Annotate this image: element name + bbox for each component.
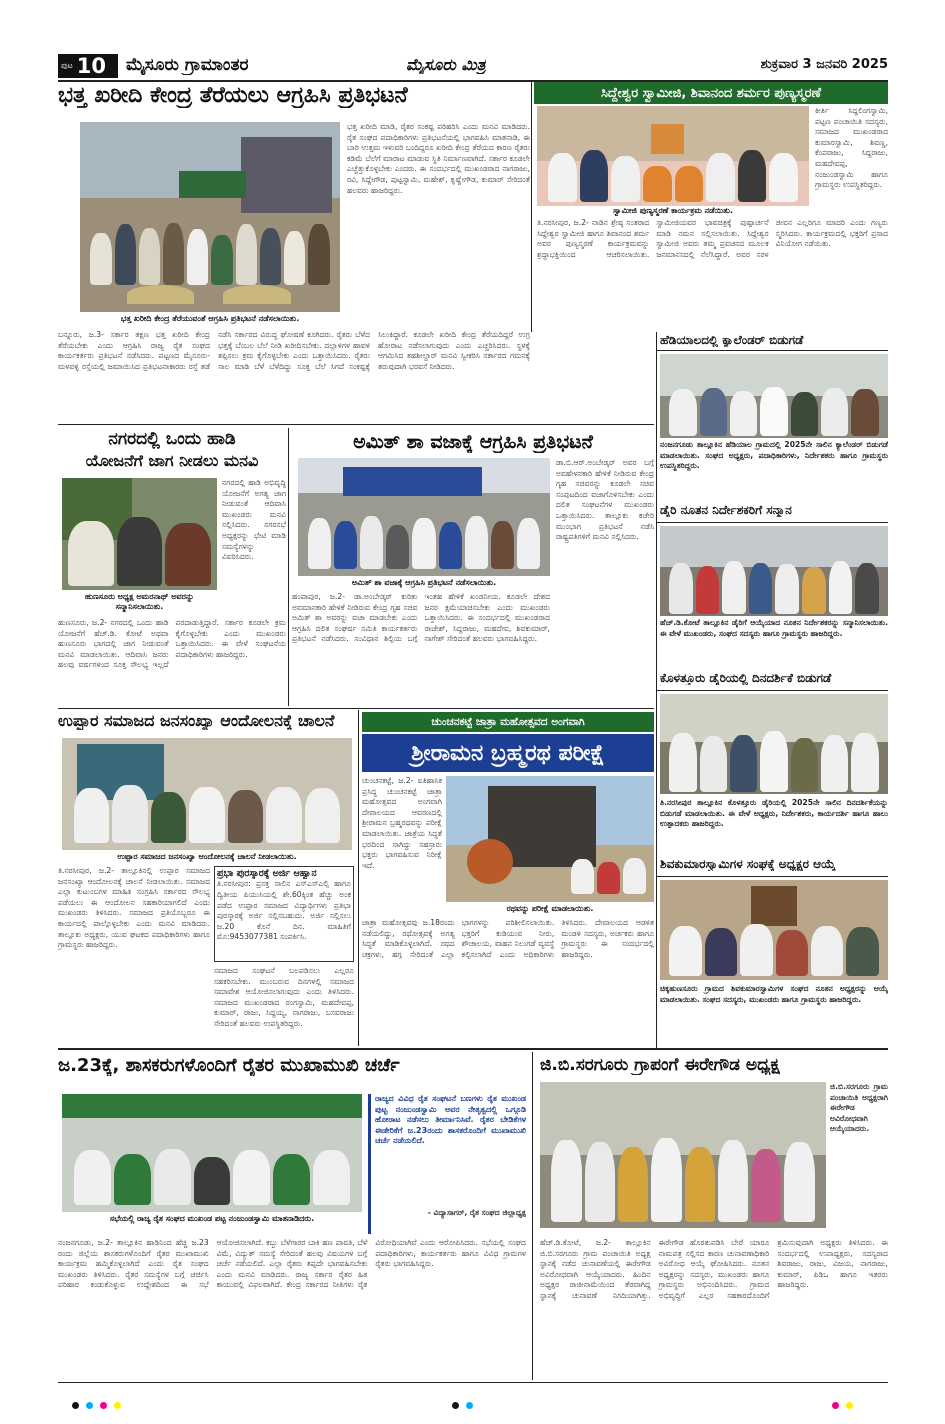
photo-dairy — [660, 526, 888, 616]
headline-dairy: ಡೈರಿ ನೂತನ ನಿರ್ದೇಶಕರಿಗೆ ಸನ್ಮಾನ — [660, 504, 792, 517]
photo-kolathur — [660, 694, 888, 794]
headline-scheme-line2: ಯೋಜನೆಗೆ ಜಾಗ ನೀಡಲು ಮನವಿ — [85, 452, 259, 470]
headline-ratha: ಶ್ರೀರಾಮನ ಬ್ರಹ್ಮರಥ ಪರೀಕ್ಷೆ — [411, 740, 605, 766]
headline-farmers: ಜ.23ಕ್ಕೆ, ಶಾಸಕರುಗಳೊಂದಿಗೆ ರೈತರ ಮುಖಾಮುಖಿ ಚರ್ಚೆ — [58, 1056, 400, 1076]
headline-award: ಪ್ರಭಾ ಪುರಸ್ಕಾರಕ್ಕೆ ಅರ್ಜಿ ಆಹ್ವಾನ — [217, 869, 317, 879]
body-panchayat: ಹೆಚ್.ಡಿ.ಕೋಟೆ, ಜ.2- ತಾಲ್ಲೂಕಿನ ಜಿ.ಬಿ.ಸರಗೂರು ಗ್ರಾಮ ಪಂಚಾಯಿತಿ ಅಧ್ಯಕ್ಷ ಸ್ಥಾನಕ್ಕೆ ನಡೆದ ಚುನಾವಣೆಯಲ್ಲಿ ಈರೇಗೌಡ ಅವಿರೋಧವಾಗಿ ಆಯ್ಕೆಯಾದರು. ಹಿಂದಿನ ಅಧ್ಯಕ್ಷರ ರಾಜೀನಾಮೆಯಿಂದ ತೆರವಾಗಿದ್ದ ಸ್ಥಾನಕ್ಕೆ ಚುನಾವಣೆ ನಿಗದಿಯಾಗಿತ್ತು. ಈರೇಗೌಡ ಹೊರತುಪಡಿಸಿ ಬೇರೆ ಯಾರೂ ನಾಮಪತ್ರ ಸಲ್ಲಿಸದ ಕಾರಣ ಚುನಾವಣಾಧಿಕಾರಿ ಅವಿರೋಧ ಆಯ್ಕೆ ಘೋಷಿಸಿದರು. ನೂತನ ಅಧ್ಯಕ್ಷರನ್ನು ಸದಸ್ಯರು, ಮುಖಂಡರು ಹಾಗೂ ಗ್ರಾಮಸ್ಥರು ಅಭಿನಂದಿಸಿದರು. ಗ್ರಾಮದ ಅಭಿವೃದ್ಧಿಗೆ ಎಲ್ಲರ ಸಹಕಾರದೊಂದಿಗೆ ಶ್ರಮಿಸುವುದಾಗಿ ಅಧ್ಯಕ್ಷರು ತಿಳಿಸಿದರು. ಈ ಸಂದರ್ಭದಲ್ಲಿ ಉಪಾಧ್ಯಕ್ಷರು, ಸದಸ್ಯರಾದ ಶಿವರಾಜು, ರಾಜು, ವಿಜಯ, ನಾಗರಾಜು, ಕುಮಾರ್, ಪಿಡಿಒ ಹಾಗೂ ಇತರರು ಹಾಜರಿದ್ದರು. — [540, 1238, 888, 1300]
page-header — [58, 52, 888, 80]
quote-box-farmers — [368, 1094, 526, 1234]
photo-panchayat — [540, 1082, 826, 1228]
body-award: ತಿ.ನರಸೀಪುರ: ಪ್ರಸಕ್ತ ಸಾಲಿನ ಎಸ್ಎಸ್ಎಲ್ಸಿ ಹಾಗೂ ದ್ವಿತೀಯ ಪಿಯುಸಿಯಲ್ಲಿ ಶೇ.60ಕ್ಕಿಂತ ಹೆಚ್ಚು ಅಂಕ ಪಡೆದ ಉಪ್ಪಾರ ಸಮಾಜದ ವಿದ್ಯಾರ್ಥಿಗಳು ಪ್ರತಿಭಾ ಪುರಸ್ಕಾರಕ್ಕೆ ಅರ್ಜಿ ಸಲ್ಲಿಸಬಹುದು. ಅರ್ಜಿ ಸಲ್ಲಿಸಲು ಜ.20 ಕೊನೆ ದಿನ. ಮಾಹಿತಿಗೆ ಮೊ:9453077381 ಸಂಪರ್ಕಿಸಿ. — [217, 879, 351, 942]
body-farmers: ನಂಜನಗೂಡು, ಜ.2- ತಾಲ್ಲೂಕಿನ ಹಾಡಿನಿಂದ ಹೆಚ್ಚಿ ಜ.23 ರಂದು ಜಿಲ್ಲೆಯ ಶಾಸಕರುಗಳೊಂದಿಗೆ ರೈತರ ಮುಖಾಮುಖಿ ಕಾರ್ಯಕ್ರಮ ಹಮ್ಮಿಕೊಳ್ಳಲಾಗಿದೆ ಎಂದು ರೈತ ಸಂಘದ ಮುಖಂಡರು ತಿಳಿಸಿದರು. ರೈತರ ಸಮಸ್ಯೆಗಳ ಬಗ್ಗೆ ಚರ್ಚಿಸಿ ಪರಿಹಾರ ಕಂಡುಕೊಳ್ಳುವ ಉದ್ದೇಶದಿಂದ ಈ ಸಭೆ ಆಯೋಜಿಸಲಾಗಿದೆ. ಕಬ್ಬು ಬೆಳೆಗಾರರ ಬಾಕಿ ಹಣ ಪಾವತಿ, ಬೆಳೆ ವಿಮೆ, ವಿದ್ಯುತ್ ಸಮಸ್ಯೆ ಸೇರಿದಂತೆ ಹಲವು ವಿಷಯಗಳ ಬಗ್ಗೆ ಚರ್ಚೆ ನಡೆಯಲಿದೆ. ಎಲ್ಲಾ ರೈತರು ತಪ್ಪದೇ ಭಾಗವಹಿಸಬೇಕು ಎಂದು ಮನವಿ ಮಾಡಿದರು. ರಾಜ್ಯ ಸರ್ಕಾರ ರೈತರ ಹಿತ ಕಾಯುವಲ್ಲಿ ವಿಫಲವಾಗಿದೆ. ಕೇಂದ್ರ ಸರ್ಕಾರದ ನೀತಿಗಳು ರೈತ ವಿರೋಧಿಯಾಗಿವೆ ಎಂದು ಆರೋಪಿಸಿದರು. ಸಭೆಯಲ್ಲಿ ಸಂಘದ ಪದಾಧಿಕಾರಿಗಳು, ಕಾರ್ಯಕರ್ತರು ಹಾಗೂ ವಿವಿಧ ಗ್ರಾಮಗಳ ರೈತರು ಭಾಗವಹಿಸಿದ್ದರು. — [58, 1238, 526, 1290]
banner-ratha-headline — [362, 734, 654, 772]
body-swamiji-side: ಕೀರ್ತಿ ಸಿದ್ದಲಿಂಗಸ್ವಾಮಿ, ಪಟ್ಟಣ ಪಂಚಾಯಿತಿ ಸದಸ್ಯರು, ಸಮಾಜದ ಮುಖಂಡರಾದ ಕುಮಾರಸ್ವಾಮಿ, ಶಿವಣ್ಣ, ಕೆಂಪರಾಜು, ಸಿದ್ದರಾಜು, ಮಹದೇವಪ್ಪ, ನಂಜುಂಡಸ್ವಾಮಿ ಹಾಗೂ ಗ್ರಾಮಸ್ಥರು ಉಪಸ್ಥಿತರಿದ್ದರು. — [815, 106, 888, 190]
caption-ratha: ರಥವನ್ನು ಪರೀಕ್ಷೆ ಮಾಡಲಾಯಿತು. — [506, 904, 594, 913]
photo-shivakumar — [660, 880, 888, 980]
page-label: ಪುಟ — [61, 61, 73, 70]
photo-amit-protest — [298, 458, 550, 576]
photo-paddy-protest — [80, 122, 340, 312]
body-scheme-side: ನಗರದಲ್ಲಿ ಹಾಡಿ ಅಭಿವೃದ್ಧಿ ಯೋಜನೆಗೆ ಅಗತ್ಯ ಜಾಗ ನೀಡುವಂತೆ ಆದಿವಾಸಿ ಮುಖಂಡರು ಮನವಿ ಸಲ್ಲಿಸಿದರು. ನಗರಸಭೆ ಅಧ್ಯಕ್ಷರನ್ನು ಭೇಟಿ ಮಾಡಿ ಸಮಸ್ಯೆಗಳನ್ನು ವಿವರಿಸಿದರು. — [222, 478, 286, 562]
headline-uppara: ಉಪ್ಪಾರ ಸಮಾಜದ ಜನಸಂಖ್ಯಾ ಆಂದೋಲನಕ್ಕೆ ಚಾಲನೆ — [58, 712, 335, 730]
caption-kolathur: ತಿ.ನರಸೀಪುರ ತಾಲ್ಲೂಕಿನ ಕೊಳತ್ತೂರು ಡೈರಿಯಲ್ಲಿ 2025ನೇ ಸಾಲಿನ ದಿನದರ್ಶಿಕೆಯನ್ನು ಬಿಡುಗಡೆ ಮಾಡಲಾಯಿತು. ಈ ವೇಳೆ ಅಧ್ಯಕ್ಷರು, ನಿರ್ದೇಶಕರು, ಕಾರ್ಯದರ್ಶಿ ಹಾಗೂ ಹಾಲು ಉತ್ಪಾದಕರು ಹಾಜರಿದ್ದರು. — [660, 798, 888, 829]
body-swamiji: ತಿ.ನರಸೀಪುರ, ಜ.2- ನಾಡಿನ ಶ್ರೇಷ್ಠ ಸಂತರಾದ ಸಿದ್ದೇಶ್ವರ ಸ್ವಾಮೀಜಿ ಹಾಗೂ ಶಿವಾನಂದ ಶರ್ಮ ಅವರ ಪುಣ್ಯಸ್ಮರಣೆ ಕಾರ್ಯಕ್ರಮವನ್ನು ಶ್ರದ್ಧಾಭಕ್ತಿಯಿಂದ ಆಚರಿಸಲಾಯಿತು. ಸ್ವಾಮೀಜಿಯವರ ಭಾವಚಿತ್ರಕ್ಕೆ ಪುಷ್ಪಾರ್ಚನೆ ಮಾಡಿ ನಮನ ಸಲ್ಲಿಸಲಾಯಿತು. ಸಿದ್ದೇಶ್ವರ ಸ್ವಾಮೀಜಿ ಅವರು ತಮ್ಮ ಪ್ರವಚನದ ಮೂಲಕ ಜನಮಾನಸದಲ್ಲಿ ನೆಲೆಸಿದ್ದಾರೆ. ಅವರ ಸರಳ ಜೀವನ ಎಲ್ಲರಿಗೂ ಮಾದರಿ ಎಂದು ಗಣ್ಯರು ಸ್ಮರಿಸಿದರು. ಕಾರ್ಯಕ್ರಮದಲ್ಲಿ ಭಕ್ತರಿಗೆ ಪ್ರಸಾದ ವಿನಿಯೋಗ ನಡೆಯಿತು. — [537, 218, 888, 259]
caption-scheme: ಹುಣಸೂರು ಅಧ್ಯಕ್ಷ ಅಮರನಾಥ್ ಅವರನ್ನು ಸನ್ಮಾನಿಸಲಾಯಿತು. — [85, 592, 194, 611]
registration-dot-magenta — [100, 1402, 107, 1409]
body-ratha: ಜಾತ್ರಾ ಮಹೋತ್ಸವವು ಜ.18ರಂದು ನಡೆಯಲಿದ್ದು, ರಥೋತ್ಸವಕ್ಕೆ ಅಗತ್ಯ ಸಿದ್ಧತೆ ಮಾಡಿಕೊಳ್ಳಲಾಗಿದೆ. ರಥದ ಚಕ್ರಗಳು, ಹಗ್ಗ ಸೇರಿದಂತೆ ಎಲ್ಲಾ ಭಾಗಗಳನ್ನು ಪರಿಶೀಲಿಸಲಾಯಿತು. ಭಕ್ತರಿಗೆ ಕುಡಿಯುವ ನೀರು, ಶೌಚಾಲಯ, ವಾಹನ ನಿಲುಗಡೆ ವ್ಯವಸ್ಥೆ ಕಲ್ಪಿಸಲಾಗಿದೆ ಎಂದು ಅಧಿಕಾರಿಗಳು ತಿಳಿಸಿದರು. ದೇವಾಲಯದ ಆಡಳಿತ ಮಂಡಳಿ ಸದಸ್ಯರು, ಅರ್ಚಕರು ಹಾಗೂ ಗ್ರಾಮಸ್ಥರು ಈ ಸಂದರ್ಭದಲ್ಲಿ ಹಾಜರಿದ್ದರು. — [362, 918, 654, 959]
photo-calendar — [660, 354, 888, 438]
registration-dot-black — [72, 1402, 79, 1409]
body-amit: ಹಂಪಾಪುರ, ಜ.2- ಡಾ.ಅಂಬೇಡ್ಕರ್ ಕುರಿತು ಅವಮಾನಕಾರಿ ಹೇಳಿಕೆ ನೀಡಿರುವ ಕೇಂದ್ರ ಗೃಹ ಸಚಿವ ಅಮಿತ್ ಶಾ ಅವರನ್ನು ವಜಾ ಮಾಡಬೇಕು ಎಂದು ಆಗ್ರಹಿಸಿ ದಲಿತ ಸಂಘರ್ಷ ಸಮಿತಿ ಕಾರ್ಯಕರ್ತರು ಪ್ರತಿಭಟನೆ ನಡೆಸಿದರು. ಸಂವಿಧಾನ ಶಿಲ್ಪಿಯ ಬಗ್ಗೆ ಇಂತಹ ಹೇಳಿಕೆ ಖಂಡನೀಯ. ಕೂಡಲೇ ದೇಶದ ಜನರ ಕ್ಷಮೆಯಾಚಿಸಬೇಕು ಎಂದು ಮುಖಂಡರು ಒತ್ತಾಯಿಸಿದರು. ಈ ಸಂದರ್ಭದಲ್ಲಿ ಮುಖಂಡರಾದ ರಾಜೇಶ್, ಸಿದ್ದರಾಜು, ಮಹದೇವ, ಶಿವಕುಮಾರ್, ನಾಗೇಶ್ ಸೇರಿದಂತೆ ಹಲವರು ಭಾಗವಹಿಸಿದ್ದರು. — [292, 592, 550, 644]
body-panchayat-side: ಜಿ.ಬಿ.ಸರಗೂರು ಗ್ರಾಮ ಪಂಚಾಯಿತಿ ಅಧ್ಯಕ್ಷರಾಗಿ ಈರೇಗೌಡ ಅವಿರೋಧವಾಗಿ ಆಯ್ಕೆಯಾದರು. — [830, 1082, 888, 1134]
quote-author-farmers: - ವಿದ್ಯಾಸಾಗರ್, ರೈತ ಸಂಘದ ಜಿಲ್ಲಾಧ್ಯಕ್ಷ — [427, 1208, 526, 1217]
body-award-2: ಸಮಾಜದ ಸಂಘಟನೆ ಬಲಪಡಿಸಲು ಎಲ್ಲರೂ ಸಹಕರಿಸಬೇಕು. ಮುಂಬರುವ ದಿನಗಳಲ್ಲಿ ಸಮಾಜದ ಸಮಾವೇಶ ಆಯೋಜಿಸಲಾಗುವುದು ಎಂದು ತಿಳಿಸಿದರು. ಸಮಾಜದ ಮುಖಂಡರಾದ ರಂಗಸ್ವಾಮಿ, ಮಹದೇವಪ್ಪ, ಕುಮಾರ್, ರಾಜು, ಸಿದ್ದಯ್ಯ, ನಾಗರಾಜು, ಬಸವರಾಜು ಸೇರಿದಂತೆ ಹಲವರು ಉಪಸ್ಥಿತರಿದ್ದರು. — [214, 966, 354, 1028]
caption-farmers: ಸಭೆಯಲ್ಲಿ ರಾಜ್ಯ ರೈತ ಸಂಘದ ಮುಖಂಡ ಪಟ್ಟ ನಂಜುಂಡಸ್ವಾಮಿ ಮಾತನಾಡಿದರು. — [109, 1214, 315, 1223]
body-paddy-lead: ಬನ್ನೂರು, ಜ.3- ಸರ್ಕಾರ ತಕ್ಷಣ ಭತ್ತ ಖರೀದಿ ಕೇಂದ್ರ ತೆರೆಯಬೇಕು ಎಂದು ಆಗ್ರಹಿಸಿ ರಾಜ್ಯ ರೈತ ಸಂಘದ ಕಾರ್ಯಕರ್ತರು ಪ್ರತಿಭಟನೆ ನಡೆಸಿದರು. ಪಟ್ಟಣದ ಮೈಸೂರು-ಮಳವಳ್ಳಿ ರಸ್ತೆಯಲ್ಲಿ ಜಮಾಯಿಸಿದ ಪ್ರತಿಭಟನಾಕಾರರು ರಸ್ತೆ ತಡೆ ನಡೆಸಿ ಸರ್ಕಾರದ ವಿರುದ್ಧ ಘೋಷಣೆ ಕೂಗಿದರು. ರೈತರು ಬೆಳೆದ ಭತ್ತಕ್ಕೆ ಬೆಂಬಲ ಬೆಲೆ ನೀಡಿ ಖರೀದಿಸಬೇಕು. ದಲ್ಲಾಳಿಗಳ ಹಾವಳಿ ತಪ್ಪಿಸಲು ಕ್ರಮ ಕೈಗೊಳ್ಳಬೇಕು ಎಂದು ಒತ್ತಾಯಿಸಿದರು. ರೈತರು ಸಾಲ ಮಾಡಿ ಬೆಳೆ ಬೆಳೆದಿದ್ದು ಸೂಕ್ತ ಬೆಲೆ ಸಿಗದೆ ಸಂಕಷ್ಟಕ್ಕೆ ಸಿಲುಕಿದ್ದಾರೆ. ಕೂಡಲೇ ಖರೀದಿ ಕೇಂದ್ರ ತೆರೆಯದಿದ್ದರೆ ಉಗ್ರ ಹೋರಾಟ ನಡೆಸಲಾಗುವುದು ಎಂದು ಎಚ್ಚರಿಸಿದರು. ಸ್ಥಳಕ್ಕೆ ಆಗಮಿಸಿದ ತಹಶೀಲ್ದಾರ್ ಮನವಿ ಸ್ವೀಕರಿಸಿ ಸರ್ಕಾರದ ಗಮನಕ್ಕೆ ತರುವುದಾಗಿ ಭರವಸೆ ನೀಡಿದರು. — [58, 330, 530, 371]
headline-amit: ಅಮಿತ್ ಶಾ ವಜಾಕ್ಕೆ ಆಗ್ರಹಿಸಿ ಪ್ರತಿಭಟನೆ — [353, 432, 593, 453]
photo-scheme — [62, 478, 217, 590]
body-ratha-left: ಚುಂಚನಕಟ್ಟೆ, ಜ.2- ಐತಿಹಾಸಿಕ ಪ್ರಸಿದ್ಧ ಚುಂಚನಕಟ್ಟೆ ಜಾತ್ರಾ ಮಹೋತ್ಸವದ ಅಂಗವಾಗಿ ದೇವಾಲಯದ ಆವರಣದಲ್ಲಿ ಶ್ರೀರಾಮನ ಬ್ರಹ್ಮರಥವನ್ನು ಪರೀಕ್ಷೆ ಮಾಡಲಾಯಿತು. ಜಾತ್ರೆಯ ಸಿದ್ಧತೆ ಭರದಿಂದ ಸಾಗಿದ್ದು ಸಹಸ್ರಾರು ಭಕ್ತರು ಭಾಗವಹಿಸುವ ನಿರೀಕ್ಷೆ ಇದೆ. — [362, 776, 442, 870]
body-scheme: ಹುಣಸೂರು, ಜ.2- ನಗರದಲ್ಲಿ ಒಂದು ಹಾಡಿ ಯೋಜನೆಗೆ ಹೆಚ್.ಡಿ. ಕೋಟೆ ಅಥವಾ ಹುಣಸೂರು ಭಾಗದಲ್ಲಿ ಜಾಗ ನೀಡುವಂತೆ ಮನವಿ ಮಾಡಲಾಯಿತು. ಆದಿವಾಸಿ ಜನರು ಹಲವು ವರ್ಷಗಳಿಂದ ಸೂಕ್ತ ಸೌಲಭ್ಯ ಇಲ್ಲದೆ ಪರದಾಡುತ್ತಿದ್ದಾರೆ. ಸರ್ಕಾರ ಕೂಡಲೇ ಕ್ರಮ ಕೈಗೊಳ್ಳಬೇಕು ಎಂದು ಮುಖಂಡರು ಒತ್ತಾಯಿಸಿದರು. ಈ ವೇಳೆ ಸಂಘಟನೆಯ ಪದಾಧಿಕಾರಿಗಳು ಹಾಜರಿದ್ದರು. — [58, 618, 286, 670]
section-title: ಮೈಸೂರು ಗ್ರಾಮಾಂತರ — [126, 56, 249, 75]
headline-panchayat: ಜಿ.ಬಿ.ಸರಗೂರು ಗ್ರಾಪಂಗೆ ಈರೇಗೌಡ ಅಧ್ಯಕ್ಷ — [540, 1056, 780, 1075]
page-number-box — [58, 54, 118, 78]
headline-paddy: ಭತ್ತ ಖರೀದಿ ಕೇಂದ್ರ ತೆರೆಯಲು ಆಗ್ರಹಿಸಿ ಪ್ರತಿಭಟನೆ — [58, 84, 408, 108]
masthead-logo: ಮೈಸೂರು ಮಿತ್ರ — [406, 56, 486, 74]
photo-ratha — [446, 776, 654, 902]
banner-ratha-kicker — [362, 712, 654, 732]
caption-paddy: ಭತ್ತ ಖರೀದಿ ಕೇಂದ್ರ ತೆರೆಯುವಂತೆ ಆಗ್ರಹಿಸಿ ಪ್ರತಿಭಟನೆ ನಡೆಸಲಾಯಿತು. — [120, 314, 300, 323]
registration-dot-cyan — [86, 1402, 93, 1409]
photo-swamiji — [537, 106, 809, 206]
registration-dot-yellow-right — [846, 1402, 853, 1409]
headline-kolathur: ಕೊಳತ್ತೂರು ಡೈರಿಯಲ್ಲಿ ದಿನದರ್ಶಿಕೆ ಬಿಡುಗಡೆ — [660, 672, 832, 685]
headline-calendar: ಹೆಡಿಯಾಲದಲ್ಲಿ ಕ್ಯಾಲೆಂಡರ್ ಬಿಡುಗಡೆ — [660, 334, 804, 347]
issue-date: ಶುಕ್ರವಾರ 3 ಜನವರಿ 2025 — [760, 58, 888, 72]
page-number: 10 — [76, 54, 106, 78]
body-uppara: ತಿ.ನರಸೀಪುರ, ಜ.2- ತಾಲ್ಲೂಕಿನಲ್ಲಿ ಉಪ್ಪಾರ ಸಮಾಜದ ಜನಸಂಖ್ಯಾ ಆಂದೋಲನಕ್ಕೆ ಚಾಲನೆ ನೀಡಲಾಯಿತು. ಸಮಾಜದ ಎಲ್ಲಾ ಕುಟುಂಬಗಳ ಮಾಹಿತಿ ಸಂಗ್ರಹಿಸಿ ಸರ್ಕಾರದ ಸೌಲಭ್ಯ ಪಡೆಯಲು ಈ ಆಂದೋಲನ ಸಹಕಾರಿಯಾಗಲಿದೆ ಎಂದು ಮುಖಂಡರು ತಿಳಿಸಿದರು. ಸಮಾಜದ ಪ್ರತಿಯೊಬ್ಬರೂ ಈ ಕಾರ್ಯದಲ್ಲಿ ಪಾಲ್ಗೊಳ್ಳಬೇಕು ಎಂದು ಮನವಿ ಮಾಡಿದರು. ತಾಲ್ಲೂಕು ಅಧ್ಯಕ್ಷರು, ಯುವ ಘಟಕದ ಪದಾಧಿಕಾರಿಗಳು ಹಾಗೂ ಗ್ರಾಮಸ್ಥರು ಹಾಜರಿದ್ದರು. — [58, 866, 210, 950]
caption-calendar: ನಂಜನಗೂಡು ತಾಲ್ಲೂಕಿನ ಹೆಡಿಯಾಲ ಗ್ರಾಮದಲ್ಲಿ 2025ನೇ ಸಾಲಿನ ಕ್ಯಾಲೆಂಡರ್ ಬಿಡುಗಡೆ ಮಾಡಲಾಯಿತು. ಸಂಘದ ಅಧ್ಯಕ್ಷರು, ಪದಾಧಿಕಾರಿಗಳು, ನಿರ್ದೇಶಕರು ಹಾಗೂ ಗ್ರಾಮಸ್ಥರು ಉಪಸ್ಥಿತರಿದ್ದರು. — [660, 440, 888, 471]
headline-swamiji: ಸಿದ್ದೇಶ್ವರ ಸ್ವಾಮೀಜಿ, ಶಿವಾನಂದ ಶರ್ಮರ ಪುಣ್ಯಸ್ಮರಣೆ — [601, 85, 821, 101]
caption-dairy: ಹೆಚ್.ಡಿ.ಕೋಟೆ ತಾಲ್ಲೂಕಿನ ಡೈರಿಗೆ ಆಯ್ಕೆಯಾದ ನೂತನ ನಿರ್ದೇಶಕರನ್ನು ಸನ್ಮಾನಿಸಲಾಯಿತು. ಈ ವೇಳೆ ಮುಖಂಡರು, ಸಂಘದ ಸದಸ್ಯರು ಹಾಗೂ ಗ್ರಾಮಸ್ಥರು ಹಾಜರಿದ್ದರು. — [660, 618, 888, 638]
caption-shivakumar: ಚಿಕ್ಕಹುಣಸೂರು ಗ್ರಾಮದ ಶಿವಕುಮಾರಸ್ವಾಮಿಗಳ ಸಂಘದ ನೂತನ ಅಧ್ಯಕ್ಷರನ್ನು ಆಯ್ಕೆ ಮಾಡಲಾಯಿತು. ಸಂಘದ ಸದಸ್ಯರು, ಮುಖಂಡರು ಹಾಗೂ ಗ್ರಾಮಸ್ಥರು ಹಾಜರಿದ್ದರು. — [660, 984, 888, 1004]
body-amit-side: ಡಾ.ಬಿ.ಆರ್.ಅಂಬೇಡ್ಕರ್ ಅವರ ಬಗ್ಗೆ ಅವಹೇಳನಕಾರಿ ಹೇಳಿಕೆ ನೀಡಿರುವ ಕೇಂದ್ರ ಗೃಹ ಸಚಿವರನ್ನು ಕೂಡಲೇ ಸಚಿವ ಸಂಪುಟದಿಂದ ವಜಾಗೊಳಿಸಬೇಕು ಎಂದು ದಲಿತ ಸಂಘಟನೆಗಳ ಮುಖಂಡರು ಒತ್ತಾಯಿಸಿದರು. ತಾಲ್ಲೂಕು ಕಚೇರಿ ಮುಂಭಾಗ ಪ್ರತಿಭಟನೆ ನಡೆಸಿ ರಾಷ್ಟ್ರಪತಿಗಳಿಗೆ ಮನವಿ ಸಲ್ಲಿಸಿದರು. — [556, 458, 654, 542]
photo-uppara — [62, 738, 352, 850]
quote-farmers: ರಾಜ್ಯದ ವಿವಿಧ ರೈತ ಸಂಘಟನೆ ಬಣಗಳು ರೈತ ಮುಖಂಡ ಪುಟ್ಟ ನಂಜುಂಡಸ್ವಾಮಿ ಅವರ ನೇತೃತ್ವದಲ್ಲಿ ಒಗ್ಗೂಡಿ ಹೋರಾಟ ನಡೆಸಲು ತೀರ್ಮಾನಿಸಿವೆ. ರೈತರ ಬೇಡಿಕೆಗಳ ಈಡೇರಿಕೆಗೆ ಜ.23ರಂದು ಶಾಸಕರೊಂದಿಗೆ ಮುಖಾಮುಖಿ ಚರ್ಚೆ ನಡೆಯಲಿದೆ. — [375, 1094, 526, 1146]
award-box — [214, 866, 354, 962]
caption-uppara: ಉಪ್ಪಾರ ಸಮಾಜದ ಜನಸಂಖ್ಯಾ ಆಂದೋಲನಕ್ಕೆ ಚಾಲನೆ ನೀಡಲಾಯಿತು. — [117, 852, 297, 861]
caption-amit: ಅಮಿತ್ ಶಾ ವಜಾಕ್ಕೆ ಆಗ್ರಹಿಸಿ ಪ್ರತಿಭಟನೆ ನಡೆಸಲಾಯಿತು. — [351, 578, 497, 587]
headline-shivakumar: ಶಿವಕುಮಾರಸ್ವಾಮಿಗಳ ಸಂಘಕ್ಕೆ ಅಧ್ಯಕ್ಷರ ಆಯ್ಕೆ — [660, 858, 836, 871]
banner-swamiji — [534, 82, 888, 104]
footer-rule — [58, 1382, 888, 1383]
registration-dot-black-center — [452, 1402, 459, 1409]
registration-dot-yellow — [114, 1402, 121, 1409]
photo-farmers — [62, 1094, 362, 1212]
caption-swamiji: ಸ್ವಾಮೀಜಿ ಪುಣ್ಯಸ್ಮರಣೆ ಕಾರ್ಯಕ್ರಮ ನಡೆಯಿತು. — [613, 206, 733, 215]
body-paddy-right: ಭತ್ತ ಖರೀದಿ ಮಾಡಿ, ರೈತರ ಸಂಕಷ್ಟ ಪರಿಹರಿಸಿ ಎಂದು ಮನವಿ ಮಾಡಿದರು. ರೈತ ಸಂಘದ ಪದಾಧಿಕಾರಿಗಳು ಪ್ರತಿಭಟನೆಯಲ್ಲಿ ಭಾಗವಹಿಸಿ ಮಾತನಾಡಿ, ಈ ಬಾರಿ ಉತ್ತಮ ಇಳುವರಿ ಬಂದಿದ್ದರೂ ಖರೀದಿ ಕೇಂದ್ರ ತೆರೆಯದ ಕಾರಣ ರೈತರು ಕಡಿಮೆ ಬೆಲೆಗೆ ಮಾರಾಟ ಮಾಡುವ ಸ್ಥಿತಿ ನಿರ್ಮಾಣವಾಗಿದೆ. ಸರ್ಕಾರ ಕೂಡಲೇ ಎಚ್ಚೆತ್ತುಕೊಳ್ಳಬೇಕು ಎಂದರು. ಈ ಸಂದರ್ಭದಲ್ಲಿ ಮುಖಂಡರಾದ ನಾಗರಾಜು, ರವಿ, ಸಿದ್ದೇಗೌಡ, ಪುಟ್ಟಸ್ವಾಮಿ, ಮಹೇಶ್, ಕೃಷ್ಣೇಗೌಡ, ಕುಮಾರ್ ಸೇರಿದಂತೆ ಹಲವರು ಹಾಜರಿದ್ದರು. — [347, 122, 530, 195]
registration-dot-magenta-right — [832, 1402, 839, 1409]
headline-scheme-line1: ನಗರದಲ್ಲಿ ಒಂದು ಹಾಡಿ — [108, 430, 236, 449]
registration-dot-cyan-center — [466, 1402, 473, 1409]
kicker-ratha: ಚುಂಚನಕಟ್ಟೆ ಜಾತ್ರಾ ಮಹೋತ್ಸವದ ಅಂಗವಾಗಿ — [431, 715, 585, 728]
